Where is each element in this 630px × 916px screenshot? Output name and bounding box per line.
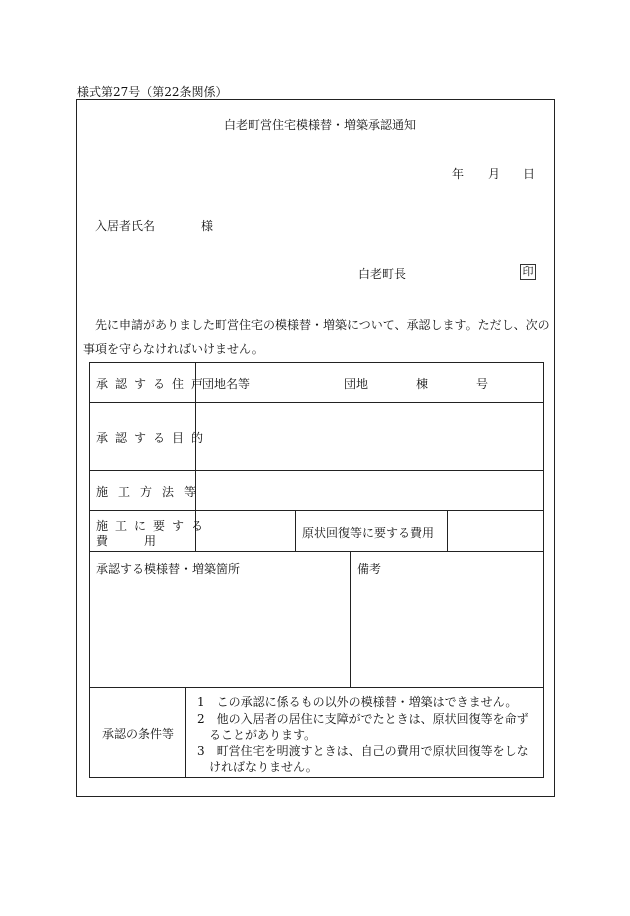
resident-name-label: 入居者氏名 bbox=[95, 219, 156, 233]
table-border-bottom bbox=[89, 777, 544, 778]
condition-item bbox=[197, 711, 537, 743]
date-year: 年 bbox=[452, 167, 465, 181]
table-border-left bbox=[89, 362, 90, 778]
row-label-cost-line2: 費 用 bbox=[96, 534, 157, 548]
form-frame bbox=[76, 99, 555, 797]
row-label-dwelling: 承認する住戸 bbox=[96, 377, 211, 391]
intro-line-1: 先に申請がありました町営住宅の模様替・増築について、承認します。ただし、次の bbox=[95, 318, 550, 332]
condition-number: 2 bbox=[197, 712, 205, 726]
mayor-label: 白老町長 bbox=[358, 267, 407, 281]
condition-number: 3 bbox=[197, 744, 205, 758]
row-label-cost-line1: 施工に要する bbox=[96, 519, 211, 533]
row-divider bbox=[89, 510, 544, 511]
row-divider bbox=[89, 470, 544, 471]
form-number: 様式第27号（第22条関係） bbox=[77, 85, 228, 99]
complex-name-label: 団地名等 bbox=[202, 377, 251, 391]
conditions-label: 承認の条件等 bbox=[102, 727, 175, 741]
row-divider bbox=[89, 402, 544, 403]
intro-line-2: 事項を守らなければいけません。 bbox=[83, 342, 264, 356]
unit-number-label: 号 bbox=[476, 377, 489, 391]
condition-text: 町営住宅を明渡すときは、自己の費用で原状回復等をしなければなりません。 bbox=[209, 744, 529, 774]
date-day: 日 bbox=[523, 167, 536, 181]
row-divider bbox=[89, 687, 544, 688]
condition-item bbox=[197, 694, 537, 710]
condition-text: この承認に係るもの以外の模様替・増築はできません。 bbox=[216, 695, 518, 709]
remarks-divider bbox=[350, 551, 351, 687]
resident-honorific: 様 bbox=[201, 219, 214, 233]
cost-divider bbox=[447, 510, 448, 551]
seal-mark: 印 bbox=[520, 264, 536, 280]
cost-divider bbox=[295, 510, 296, 551]
danchi-label: 団地 bbox=[344, 377, 369, 391]
form-title: 白老町営住宅模様替・増築承認通知 bbox=[224, 118, 417, 132]
condition-number: 1 bbox=[197, 695, 205, 709]
row-divider bbox=[89, 551, 544, 552]
condition-text: 他の入居者の居住に支障がでたときは、原状回復等を命ずることがあります。 bbox=[209, 712, 529, 742]
table-border-right bbox=[543, 362, 544, 778]
row-label-method: 施工方法等 bbox=[96, 485, 207, 499]
condition-item bbox=[197, 743, 537, 775]
row-label-purpose: 承認する目的 bbox=[96, 431, 211, 445]
location-label: 承認する模様替・増築箇所 bbox=[96, 562, 241, 576]
date-month: 月 bbox=[488, 167, 501, 181]
restore-cost-label: 原状回復等に要する費用 bbox=[302, 526, 435, 540]
remarks-label: 備考 bbox=[357, 562, 382, 576]
building-label: 棟 bbox=[416, 377, 429, 391]
conditions-divider bbox=[185, 687, 186, 777]
table-border-top bbox=[89, 362, 544, 363]
